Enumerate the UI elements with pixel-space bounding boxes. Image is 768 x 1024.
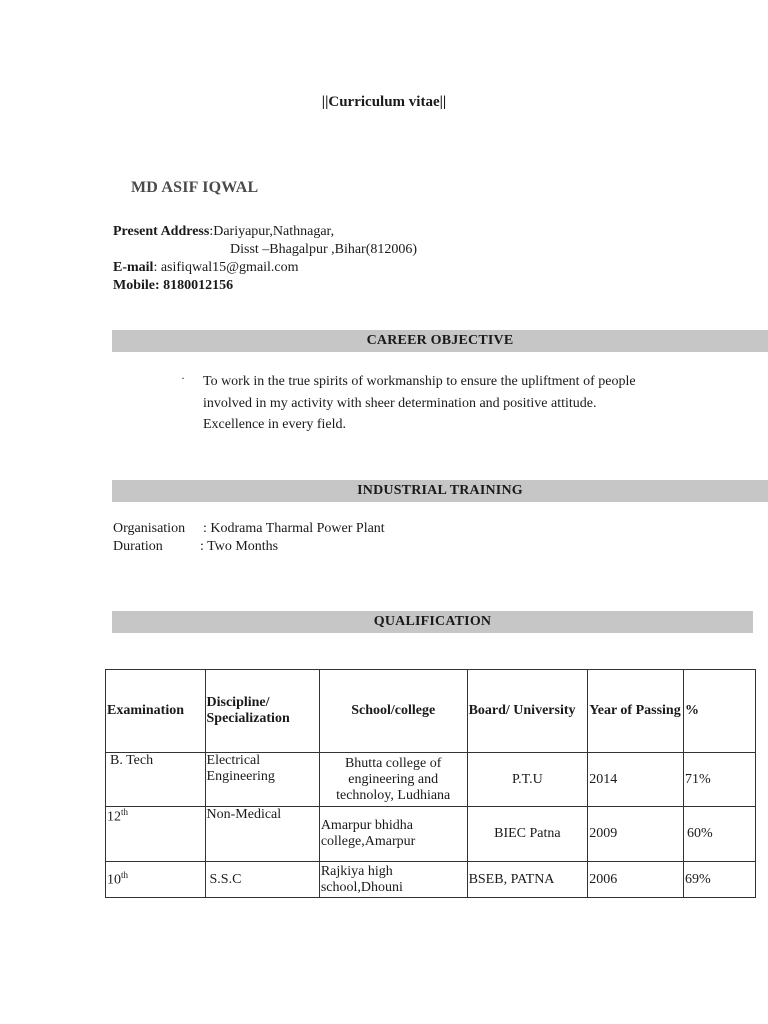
training-org-label: Organisation bbox=[113, 521, 186, 536]
header-year: Year of Passing bbox=[588, 670, 684, 753]
cell-school: Rajkiya high school,Dhouni bbox=[319, 862, 467, 898]
table-row bbox=[106, 807, 756, 862]
qualification-table bbox=[105, 669, 756, 898]
exam-number: 10 bbox=[107, 872, 121, 888]
document-title: ||Curriculum vitae|| bbox=[321, 94, 447, 110]
mobile-value: 8180012156 bbox=[163, 278, 234, 293]
header-board: Board/ University bbox=[467, 670, 588, 753]
qualification-heading: QUALIFICATION bbox=[112, 611, 753, 633]
address-line-1 bbox=[113, 224, 334, 240]
cell-board: BIEC Patna bbox=[467, 807, 588, 862]
mobile-line bbox=[113, 278, 233, 294]
cell-board: P.T.U bbox=[467, 753, 588, 807]
cell-year: 2009 bbox=[588, 807, 684, 862]
cell-examination: B. Tech bbox=[106, 753, 206, 807]
cell-percent: 69% bbox=[684, 862, 756, 898]
cell-percent: 71% bbox=[684, 753, 756, 807]
career-objective-heading: CAREER OBJECTIVE bbox=[112, 330, 768, 352]
cell-year: 2006 bbox=[588, 862, 684, 898]
cell-discipline: Electrical Engineering bbox=[205, 753, 319, 807]
header-school: School/college bbox=[319, 670, 467, 753]
training-org-value: : Kodrama Tharmal Power Plant bbox=[203, 521, 385, 536]
header-examination: Examination bbox=[106, 670, 206, 753]
table-header-row bbox=[106, 670, 756, 753]
cell-school: Amarpur bhidha college,Amarpur bbox=[319, 807, 467, 862]
table-row bbox=[106, 862, 756, 898]
cell-examination bbox=[106, 862, 206, 898]
candidate-name: MD ASIF IQWAL bbox=[131, 179, 259, 196]
cell-discipline: Non-Medical bbox=[205, 807, 319, 862]
industrial-training-heading: INDUSTRIAL TRAINING bbox=[112, 480, 768, 502]
cell-school: Bhutta college of engineering and technoloy, Ludhiana bbox=[319, 753, 467, 807]
exam-number: 12 bbox=[107, 809, 121, 825]
exam-suffix: th bbox=[121, 870, 129, 881]
header-percent: % bbox=[684, 670, 756, 753]
address-value: :Dariyapur,Nathnagar, bbox=[209, 224, 335, 239]
cell-discipline: S.S.C bbox=[205, 862, 319, 898]
cell-examination bbox=[106, 807, 206, 862]
table-row bbox=[106, 753, 756, 807]
cell-year: 2014 bbox=[588, 753, 684, 807]
mobile-label: Mobile: bbox=[113, 278, 160, 293]
exam-suffix: th bbox=[121, 807, 129, 817]
address-line-2: Disst –Bhagalpur ,Bihar(812006) bbox=[230, 242, 418, 257]
cell-board: BSEB, PATNA bbox=[467, 862, 588, 898]
objective-text: To work in the true spirits of workmanship to ensure the upliftment of people involved in my activity with sheer determination and positive attitude. Excellence in every field. bbox=[203, 374, 636, 432]
email-label: E-mail bbox=[113, 260, 154, 275]
email-value: : asifiqwal15@gmail.com bbox=[153, 260, 299, 275]
training-duration-label: Duration bbox=[113, 539, 163, 554]
address-label: Present Address bbox=[113, 224, 210, 239]
training-duration-value: : Two Months bbox=[200, 539, 279, 554]
cell-percent: 60% bbox=[684, 807, 756, 862]
header-discipline: Discipline/ Specialization bbox=[205, 670, 319, 753]
email-line bbox=[113, 260, 299, 276]
objective-bullet: · bbox=[181, 371, 185, 385]
